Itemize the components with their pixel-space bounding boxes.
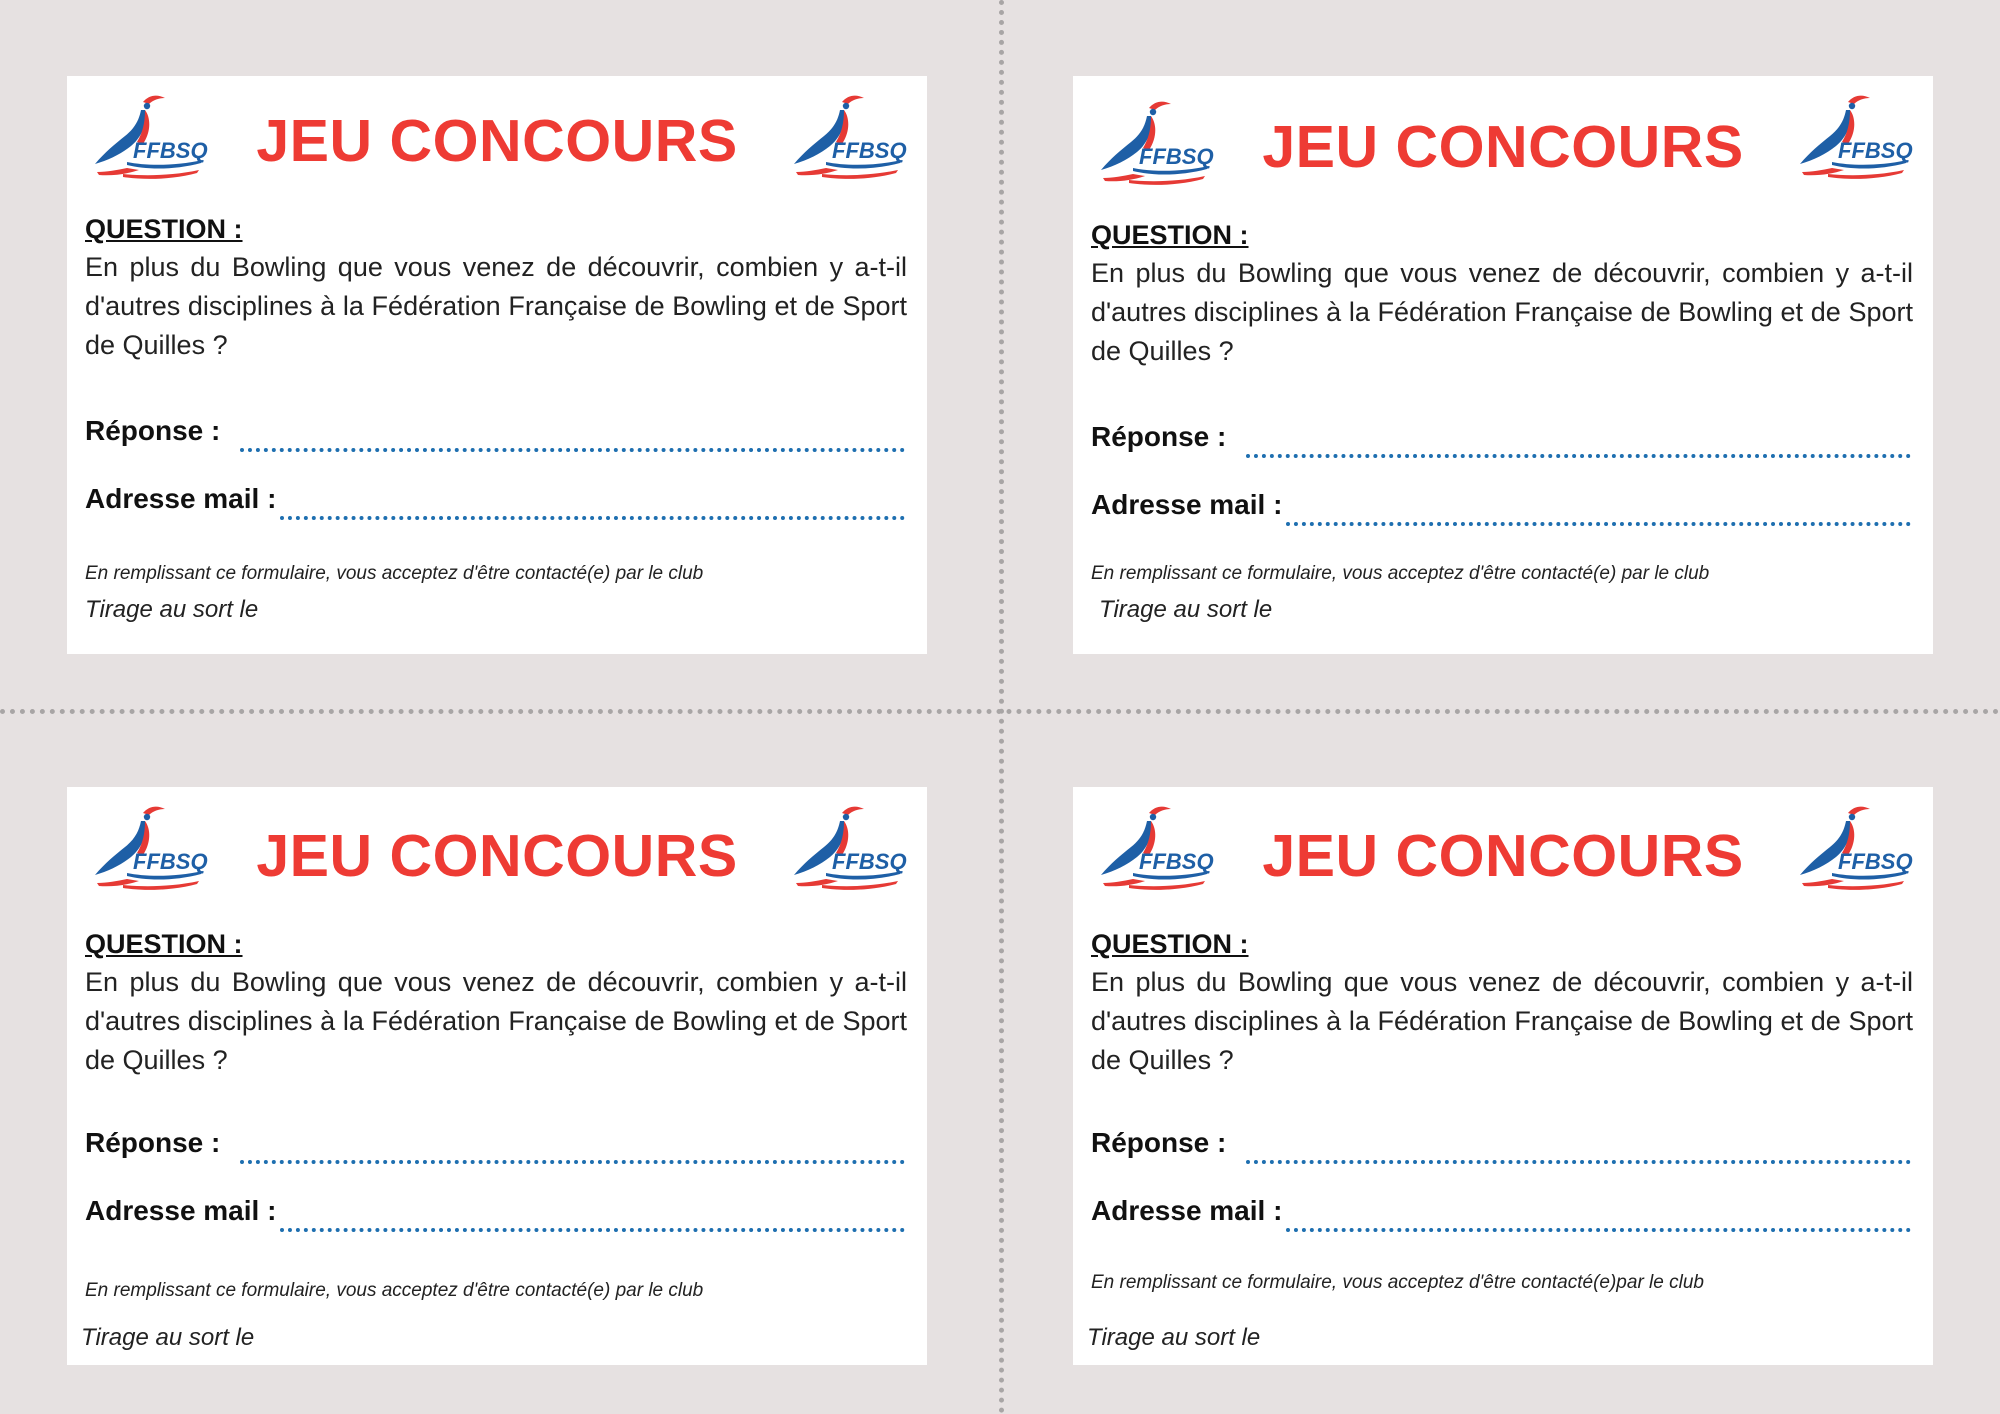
email-field	[1091, 1195, 1911, 1238]
email-dotted-line	[1286, 522, 1911, 526]
question-label: QUESTION :	[1091, 929, 1249, 959]
logo-wordmark: FFBSQ	[133, 138, 208, 163]
card-title: JEU CONCOURS	[256, 823, 738, 889]
ffbsq-logo	[786, 92, 912, 182]
ffbsq-logo	[1792, 803, 1918, 893]
card-title: JEU CONCOURS	[1262, 823, 1744, 889]
question-text: En plus du Bowling que vous venez de découvrir, combien y a-t-il d'autres disciplines à la Fédération Française de Bowling et de Sport de Quilles ?	[1091, 258, 1913, 366]
consent-notice: En remplissant ce formulaire, vous acceptez d'être contacté(e)par le club	[1091, 1272, 1704, 1293]
card-title: JEU CONCOURS	[1262, 114, 1744, 180]
logo-wordmark: FFBSQ	[832, 849, 907, 874]
card-title: JEU CONCOURS	[256, 108, 738, 174]
draw-date-label: Tirage au sort le	[1087, 1324, 1261, 1351]
contest-card-bottom-right	[1073, 787, 1933, 1365]
answer-field	[85, 1127, 905, 1170]
email-label: Adresse mail :	[1091, 489, 1283, 520]
question-text: En plus du Bowling que vous venez de découvrir, combien y a-t-il d'autres disciplines à la Fédération Française de Bowling et de Sport de Quilles ?	[1091, 967, 1913, 1075]
answer-dotted-line	[1246, 454, 1911, 458]
question-text: En plus du Bowling que vous venez de découvrir, combien y a-t-il d'autres disciplines à la Fédération Française de Bowling et de Sport de Quilles ?	[85, 967, 907, 1075]
email-dotted-line	[280, 1228, 905, 1232]
logo-wordmark: FFBSQ	[133, 849, 208, 874]
ffbsq-logo	[1792, 92, 1918, 182]
ffbsq-logo	[87, 92, 213, 182]
contest-card-top-right	[1073, 76, 1933, 654]
question-text: En plus du Bowling que vous venez de découvrir, combien y a-t-il d'autres disciplines à la Fédération Française de Bowling et de Sport de Quilles ?	[85, 252, 907, 360]
logo-wordmark: FFBSQ	[1139, 144, 1214, 169]
horizontal-cut-line	[0, 709, 2000, 714]
answer-field	[85, 415, 905, 458]
consent-notice: En remplissant ce formulaire, vous acceptez d'être contacté(e) par le club	[85, 1280, 704, 1301]
consent-notice: En remplissant ce formulaire, vous acceptez d'être contacté(e) par le club	[85, 563, 704, 584]
answer-label: Réponse :	[85, 1127, 221, 1158]
logo-wordmark: FFBSQ	[832, 138, 907, 163]
draw-date-label: Tirage au sort le	[81, 1324, 255, 1351]
ffbsq-logo	[87, 803, 213, 893]
answer-dotted-line	[1246, 1160, 1911, 1164]
question-label: QUESTION :	[85, 929, 243, 959]
answer-label: Réponse :	[1091, 1127, 1227, 1158]
ffbsq-logo	[1093, 98, 1219, 188]
logo-wordmark: FFBSQ	[1838, 849, 1913, 874]
logo-wordmark: FFBSQ	[1139, 849, 1214, 874]
logo-wordmark: FFBSQ	[1838, 138, 1913, 163]
answer-field	[1091, 421, 1911, 464]
answer-label: Réponse :	[85, 415, 221, 446]
email-label: Adresse mail :	[85, 1195, 277, 1226]
email-label: Adresse mail :	[85, 483, 277, 514]
answer-label: Réponse :	[1091, 421, 1227, 452]
email-label: Adresse mail :	[1091, 1195, 1283, 1226]
email-dotted-line	[280, 516, 905, 520]
answer-field	[1091, 1127, 1911, 1170]
contest-card-bottom-left	[67, 787, 927, 1365]
vertical-cut-line	[999, 0, 1004, 1414]
question-label: QUESTION :	[85, 214, 243, 244]
email-field	[85, 483, 905, 526]
answer-dotted-line	[240, 1160, 905, 1164]
consent-notice: En remplissant ce formulaire, vous acceptez d'être contacté(e) par le club	[1091, 563, 1710, 584]
question-label: QUESTION :	[1091, 220, 1249, 250]
answer-dotted-line	[240, 448, 905, 452]
contest-card-top-left	[67, 76, 927, 654]
email-field	[1091, 489, 1911, 532]
ffbsq-logo	[786, 803, 912, 893]
email-dotted-line	[1286, 1228, 1911, 1232]
draw-date-label: Tirage au sort le	[1099, 596, 1273, 623]
draw-date-label: Tirage au sort le	[85, 596, 259, 623]
ffbsq-logo	[1093, 803, 1219, 893]
email-field	[85, 1195, 905, 1238]
